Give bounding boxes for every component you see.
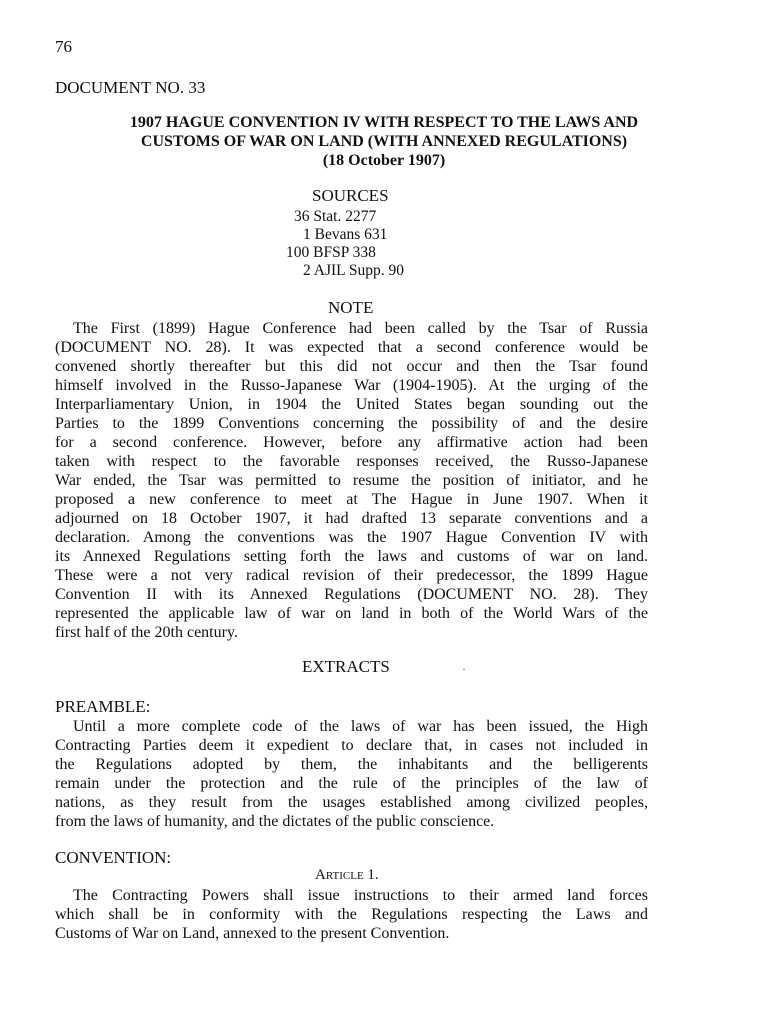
title-date: (18 October 1907) — [322, 152, 446, 169]
preamble-paragraph — [55, 717, 648, 831]
source-item: 2 AJIL Supp. 90 — [303, 262, 405, 279]
note-paragraph — [55, 319, 648, 642]
note-line: proposed a new conference to meet at The Hague in June 1907. When it — [55, 491, 648, 508]
preamble-line: remain under the protection and the rule of the principles of the law of — [55, 775, 648, 792]
article-heading: Article 1. — [315, 867, 379, 883]
note-line: War ended, the Tsar was permitted to resume the position of initiator, and he — [55, 472, 648, 489]
source-item: 1 Bevans 631 — [303, 226, 388, 243]
article-1-paragraph — [55, 886, 648, 943]
preamble-line: Contracting Parties deem it expedient to declare that, in cases not included in — [55, 737, 648, 754]
extracts-heading: EXTRACTS — [302, 657, 390, 676]
stray-mark: · — [462, 662, 466, 676]
note-line: for a second conference. However, before any affirmative action had been — [55, 434, 648, 451]
document-title — [40, 113, 728, 170]
note-line: (DOCUMENT NO. 28). It was expected that a second conference would be — [55, 339, 648, 356]
preamble-line: from the laws of humanity, and the dictates of the public conscience. — [55, 813, 495, 830]
note-line: its Annexed Regulations setting forth the laws and customs of war on land. — [55, 548, 648, 565]
sources-heading: SOURCES — [312, 186, 389, 205]
title-line-2: CUSTOMS OF WAR ON LAND (WITH ANNEXED REGULATIONS) — [140, 133, 628, 150]
source-item: 36 Stat. 2277 — [294, 208, 377, 225]
article-line: The Contracting Powers shall issue instructions to their armed land forces — [73, 887, 648, 904]
preamble-heading: PREAMBLE: — [55, 697, 151, 716]
preamble-line: the Regulations adopted by them, the inhabitants and the belligerents — [55, 756, 648, 773]
article-line: which shall be in conformity with the Regulations respecting the Laws and — [55, 906, 648, 923]
preamble-line: Until a more complete code of the laws of war has been issued, the High — [73, 718, 648, 735]
convention-heading: CONVENTION: — [55, 848, 172, 867]
note-line: Interparliamentary Union, in 1904 the United States began sounding out the — [55, 396, 648, 413]
note-line: first half of the 20th century. — [55, 624, 238, 641]
preamble-line: nations, as they result from the usages established among civilized peoples, — [55, 794, 648, 811]
note-line: declaration. Among the conventions was the 1907 Hague Convention IV with — [55, 529, 648, 546]
note-line: Parties to the 1899 Conventions concerning the possibility of and the desire — [55, 415, 648, 432]
note-line: adjourned on 18 October 1907, it had drafted 13 separate conventions and a — [55, 510, 648, 527]
note-line: The First (1899) Hague Conference had been called by the Tsar of Russia — [73, 320, 648, 337]
title-line-1: 1907 HAGUE CONVENTION IV WITH RESPECT TO THE LAWS AND — [129, 114, 639, 131]
document-number: DOCUMENT NO. 33 — [55, 78, 206, 97]
note-line: taken with respect to the favorable responses received, the Russo-Japanese — [55, 453, 648, 470]
note-line: represented the applicable law of war on land in both of the World Wars of the — [55, 605, 648, 622]
article-line: Customs of War on Land, annexed to the present Convention. — [55, 925, 450, 942]
note-line: Convention II with its Annexed Regulations (DOCUMENT NO. 28). They — [55, 586, 648, 603]
note-line: These were a not very radical revision of their predecessor, the 1899 Hague — [55, 567, 648, 584]
page-number: 76 — [55, 37, 72, 56]
note-line: convened shortly thereafter but this did not occur and then the Tsar found — [55, 358, 648, 375]
note-heading: NOTE — [328, 298, 374, 317]
note-line: himself involved in the Russo-Japanese War (1904-1905). At the urging of the — [55, 377, 648, 394]
source-item: 100 BFSP 338 — [286, 244, 376, 261]
